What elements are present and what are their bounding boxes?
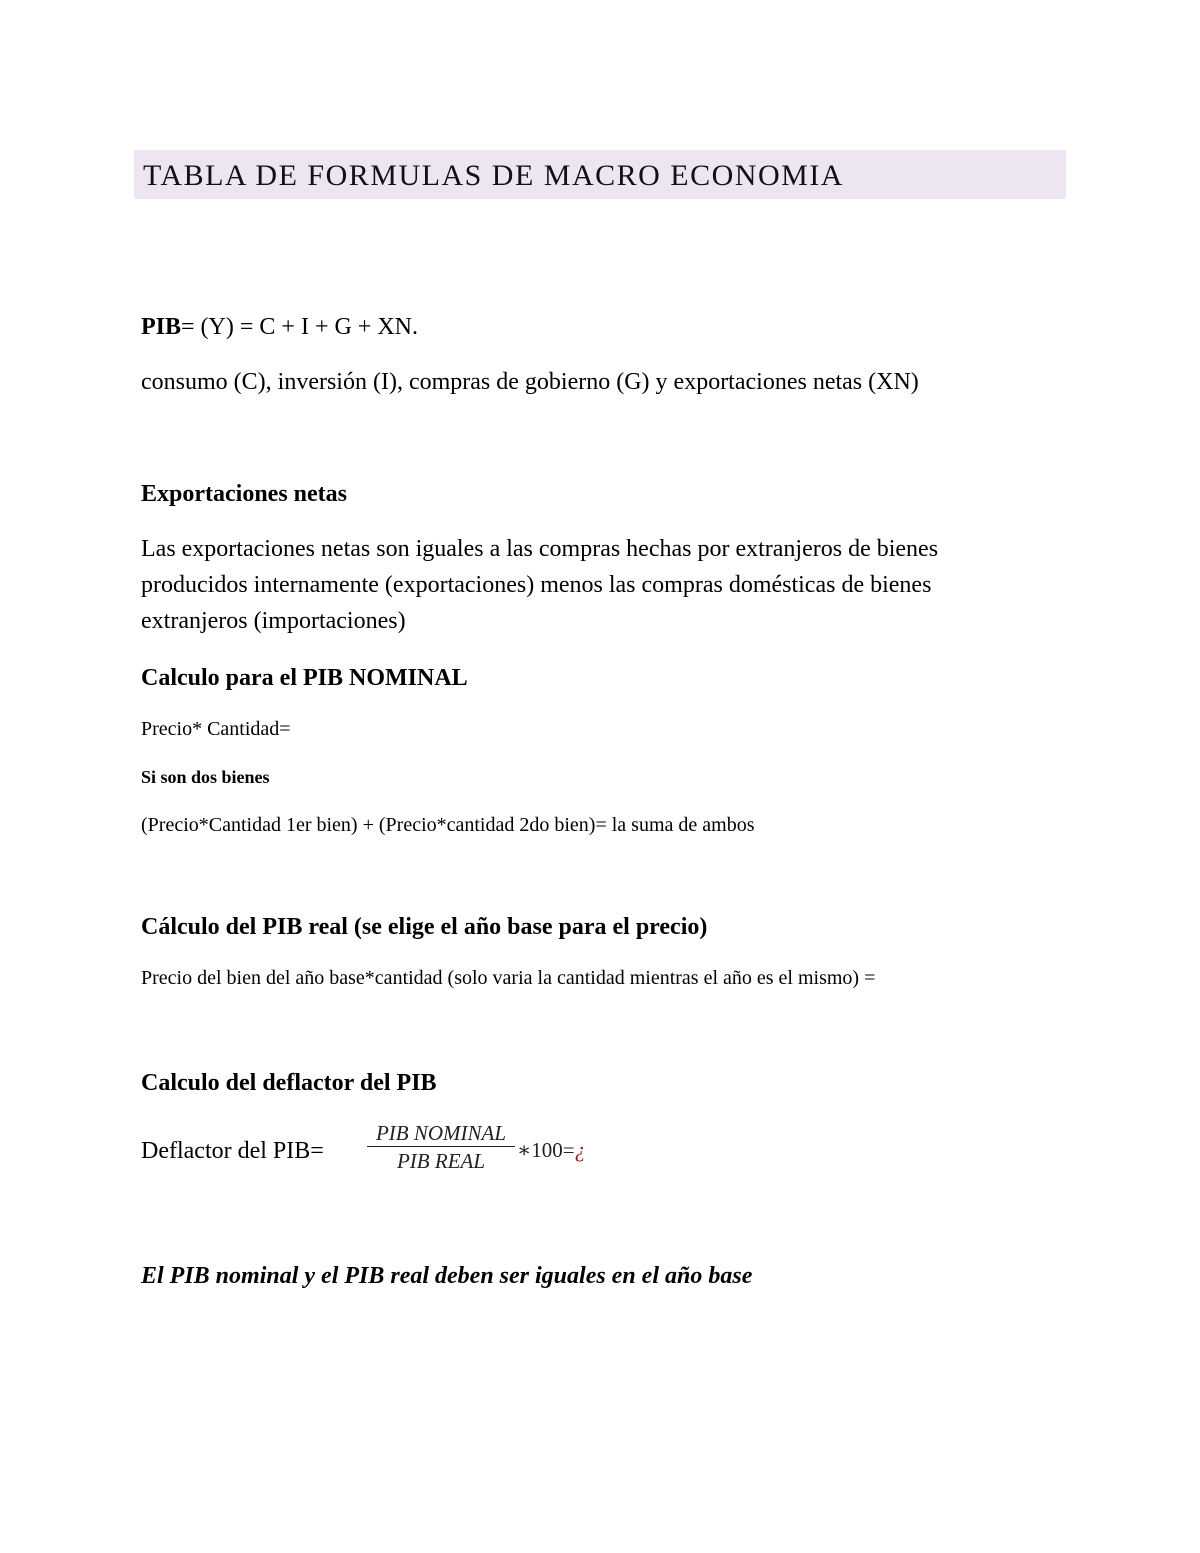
paragraph-line: producidos internamente (exportaciones) menos las compras domésticas de bienes bbox=[141, 572, 932, 598]
pib-expression: = (Y) = C + I + G + XN. bbox=[181, 314, 419, 340]
paragraph-line: extranjeros (importaciones) bbox=[141, 608, 406, 634]
exportaciones-heading: Exportaciones netas bbox=[141, 481, 347, 507]
deflactor-heading: Calculo del deflactor del PIB bbox=[141, 1070, 437, 1096]
pib-label: PIB bbox=[141, 314, 182, 340]
nominal-heading: Calculo para el PIB NOMINAL bbox=[141, 665, 468, 691]
two-goods-formula: (Precio*Cantidad 1er bien) + (Precio*cantidad 2do bien)= la suma de ambos bbox=[141, 814, 755, 836]
real-formula: Precio del bien del año base*cantidad (solo varia la cantidad mientras el año es el mismo) = bbox=[141, 967, 876, 989]
result-mark: ¿ bbox=[574, 1137, 586, 1162]
pib-formula-line bbox=[141, 312, 418, 342]
nominal-formula: Precio* Cantidad= bbox=[141, 718, 291, 740]
page-title: TABLA DE FORMULAS DE MACRO ECONOMIA bbox=[143, 159, 844, 192]
fraction-tail bbox=[517, 1135, 586, 1165]
fraction-denominator: PIB REAL bbox=[396, 1149, 486, 1173]
real-heading: Cálculo del PIB real (se elige el año base para el precio) bbox=[141, 914, 708, 940]
paragraph-line: Las exportaciones netas son iguales a las compras hechas por extranjeros de bienes bbox=[141, 536, 939, 562]
base-year-note: El PIB nominal y el PIB real deben ser iguales en el año base bbox=[141, 1263, 753, 1289]
exportaciones-paragraph bbox=[141, 531, 1071, 639]
deflactor-label: Deflactor del PIB= bbox=[141, 1138, 324, 1164]
two-goods-subheading: Si son dos bienes bbox=[141, 767, 270, 787]
components-line: consumo (C), inversión (I), compras de gobierno (G) y exportaciones netas (XN) bbox=[141, 369, 919, 395]
fraction-numerator: PIB NOMINAL bbox=[367, 1120, 515, 1147]
multiplier: ∗100= bbox=[517, 1138, 575, 1162]
deflactor-fraction bbox=[367, 1120, 515, 1175]
